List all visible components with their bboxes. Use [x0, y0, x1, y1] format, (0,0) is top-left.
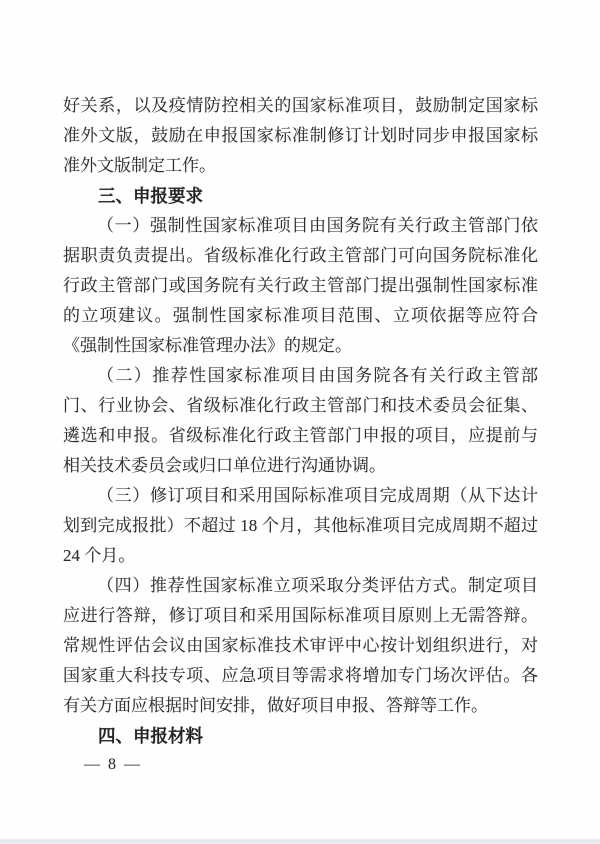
section-heading-4-shenbao-cailiao: 四、申报材料 [98, 726, 203, 746]
paragraph-item-1: （一）强制性国家标准项目由国务院有关行政主管部门依据职责负责提出。省级标准化行政主管部门可向国务院标准化行政主管部门或国务院有关行政主管部门提出强制性国家标准的立项建议。强制性国家标准项目范围、立项依据等应符合《强制性国家标准管理办法》的规定。 [63, 216, 538, 355]
page-number: — 8 — [84, 756, 142, 773]
paragraph-item-4: （四）推荐性国家标准立项采取分类评估方式。制定项目应进行答辩，修订项目和采用国际标准项目原则上无需答辩。常规性评估会议由国家标准技术审评中心按计划组织进行，对国家重大科技专项、应急项目等需求将增加专门场次评估。各有关方面应根据时间安排，做好项目申报、答辩等工作。 [63, 576, 538, 715]
paragraph-continuation: 好关系，以及疫情防控相关的国家标准项目，鼓励制定国家标准外文版，鼓励在申报国家标准制修订计划时同步申报国家标准外文版制定工作。 [63, 96, 538, 175]
section-heading-3-shenbao-yaoqiu: 三、申报要求 [98, 186, 203, 206]
paragraph-item-3: （三）修订项目和采用国际标准项目完成周期（从下达计划到完成报批）不超过 18 个月，其他标准项目完成周期不超过 24 个月。 [63, 486, 538, 565]
document-page [63, 91, 538, 778]
paragraph-item-2: （二）推荐性国家标准项目由国务院各有关行政主管部门、行业协会、省级标准化行政主管部门和技术委员会征集、遴选和申报。省级标准化行政主管部门申报的项目，应提前与相关技术委员会或归口单位进行沟通协调。 [63, 366, 538, 475]
scan-bottom-edge [0, 838, 600, 844]
